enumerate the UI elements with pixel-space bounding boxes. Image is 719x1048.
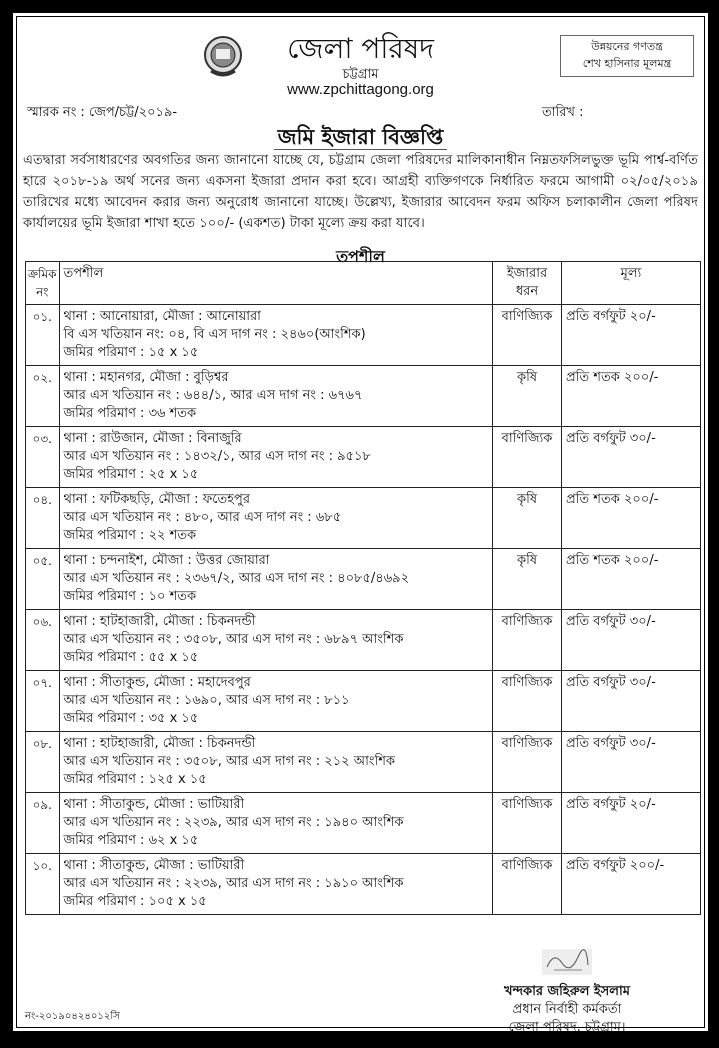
table-row <box>26 854 701 915</box>
schedule-cell <box>59 793 492 854</box>
khatian-dag: আর এস খতিয়ান নং : ৩৫০৮, আর এস দাগ নং : ৬৮৯৭ আংশিক <box>63 632 404 647</box>
thana-mouza: থানা : হাটহাজারী, মৌজা : চিকনদন্ডী <box>63 736 256 751</box>
lease-type-cell: বাণিজ্যিক <box>493 305 562 366</box>
lease-type-cell: বাণিজ্যিক <box>493 610 562 671</box>
signature-block <box>457 949 677 1037</box>
schedule-cell <box>59 305 492 366</box>
table-row <box>26 488 701 549</box>
serial-cell: ০১. <box>26 305 60 366</box>
price-cell: প্রতি শতক ২০০/- <box>562 549 701 610</box>
schedule-title: তপশীল <box>336 247 385 266</box>
thana-mouza: থানা : চন্দনাইশ, মৌজা : উত্তর জোয়ারা <box>63 553 270 568</box>
signatory-designation: প্রধান নির্বাহী কর্মকর্তা <box>512 1002 622 1017</box>
khatian-dag: আর এস খতিয়ান নং : ১৪৩২/১, আর এস দাগ নং : ৯৫১৮ <box>63 449 371 464</box>
table-row <box>26 549 701 610</box>
schedule-cell <box>59 732 492 793</box>
table-row <box>26 427 701 488</box>
khatian-dag: আর এস খতিয়ান নং : ৪৮০, আর এস দাগ নং : ৬৮৫ <box>63 510 342 525</box>
org-website: www.zpchittagong.org <box>287 81 434 98</box>
land-area: জমির পরিমাণ : ৬২ x ১৫ <box>63 833 199 848</box>
serial-cell: ০৭. <box>26 671 60 732</box>
land-area: জমির পরিমাণ : ১০৫ x ১৫ <box>63 894 207 909</box>
serial-cell: ০৮. <box>26 732 60 793</box>
khatian-dag: আর এস খতিয়ান নং : ৬৪৪/১, আর এস দাগ নং : ৬৭৬৭ <box>63 388 363 403</box>
schedule-table <box>25 261 701 915</box>
serial-cell: ০৩. <box>26 427 60 488</box>
notice-page <box>10 10 711 1034</box>
price-cell: প্রতি বর্গফুট ২০০/- <box>562 854 701 915</box>
thana-mouza: থানা : আনোয়ারা, মৌজা : আনোয়ারা <box>63 309 261 324</box>
schedule-cell <box>59 610 492 671</box>
land-area: জমির পরিমাণ : ৫৫ x ১৫ <box>63 650 199 665</box>
slogan-line: উন্নয়নের গণতন্ত্র <box>591 40 663 53</box>
thana-mouza: থানা : সীতাকুন্ড, মৌজা : ভাটিয়ারী <box>63 858 245 873</box>
thana-mouza: থানা : ফটিকছড়ি, মৌজা : ফতেহপুর <box>63 492 250 507</box>
serial-cell: ০৬. <box>26 610 60 671</box>
lease-type-cell: কৃষি <box>493 488 562 549</box>
serial-cell: ০৯. <box>26 793 60 854</box>
lease-type-cell: বাণিজ্যিক <box>493 854 562 915</box>
header-schedule: তপশীল <box>59 262 492 305</box>
org-title: জেলা পরিষদ <box>287 32 434 65</box>
land-area: জমির পরিমাণ : ৩৬ শতক <box>63 406 197 421</box>
table-row <box>26 671 701 732</box>
org-location: চট্টগ্রাম <box>342 67 379 82</box>
khatian-dag: আর এস খতিয়ান নং : ২২৩৯, আর এস দাগ নং : ১৯১০ আংশিক <box>63 876 404 891</box>
schedule-cell <box>59 671 492 732</box>
memo-number: স্মারক নং : জেপ/চট্ট/২০১৯- <box>27 105 178 120</box>
table-row <box>26 610 701 671</box>
lease-type-cell: বাণিজ্যিক <box>493 671 562 732</box>
slogan-box <box>560 35 694 77</box>
signature-icon <box>542 949 592 975</box>
date-label: তারিখ : <box>542 105 584 120</box>
thana-mouza: থানা : রাউজান, মৌজা : বিনাজুরি <box>63 431 242 446</box>
price-cell: প্রতি বর্গফুট ৩০/- <box>562 732 701 793</box>
thana-mouza: থানা : সীতাকুন্ড, মৌজা : ভাটিয়ারী <box>63 797 245 812</box>
serial-cell: ০৪. <box>26 488 60 549</box>
schedule-cell <box>59 549 492 610</box>
land-area: জমির পরিমাণ : ২২ শতক <box>63 528 197 543</box>
price-cell: প্রতি শতক ২০০/- <box>562 366 701 427</box>
price-cell: প্রতি বর্গফুট ৩০/- <box>562 427 701 488</box>
land-area: জমির পরিমাণ : ২৫ x ১৫ <box>63 467 199 482</box>
schedule-cell <box>59 427 492 488</box>
price-cell: প্রতি বর্গফুট ৩০/- <box>562 610 701 671</box>
price-cell: প্রতি বর্গফুট ৩০/- <box>562 671 701 732</box>
khatian-dag: আর এস খতিয়ান নং : ১৬৯০, আর এস দাগ নং : ৮১১ <box>63 693 350 708</box>
price-cell: প্রতি বর্গফুট ২০/- <box>562 793 701 854</box>
header-price: মূল্য <box>562 262 701 305</box>
khatian-dag: বি এস খতিয়ান নং: ০৪, বি এস দাগ নং : ২৪৬০(আংশিক) <box>63 327 366 342</box>
reference-number: নং-২০১৯০৪২৪০১২সি <box>25 1011 120 1022</box>
lease-type-cell: বাণিজ্যিক <box>493 793 562 854</box>
slogan-line: শেখ হাসিনার মূলমন্ত্র <box>582 57 672 70</box>
schedule-cell <box>59 854 492 915</box>
schedule-cell <box>59 488 492 549</box>
serial-cell: ০২. <box>26 366 60 427</box>
khatian-dag: আর এস খতিয়ান নং : ৩৫০৮, আর এস দাগ নং : ২১২ আংশিক <box>63 754 396 769</box>
khatian-dag: আর এস খতিয়ান নং : ২৩৬৭/২, আর এস দাগ নং : ৪০৮৫/৪৬৯২ <box>63 571 410 586</box>
serial-cell: ১০. <box>26 854 60 915</box>
notice-title-text: জমি ইজারা বিজ্ঞপ্তি <box>274 125 448 150</box>
table-row <box>26 305 701 366</box>
lease-type-cell: কৃষি <box>493 366 562 427</box>
table-row <box>26 366 701 427</box>
table-row <box>26 732 701 793</box>
header-lease-type: ইজারার ধরন <box>493 262 562 305</box>
price-cell: প্রতি শতক ২০০/- <box>562 488 701 549</box>
serial-cell: ০৫. <box>26 549 60 610</box>
header-serial: ক্রমিক নং <box>26 262 60 305</box>
signatory-name: খন্দকার জহিরুল ইসলাম <box>504 984 630 999</box>
table-row <box>26 793 701 854</box>
land-area: জমির পরিমাণ : ৩৫ x ১৫ <box>63 711 199 726</box>
notice-body: এতদ্বারা সর্বসাধারণের অবগতির জন্য জানানো যাচ্ছে যে, চট্টগ্রাম জেলা পরিষদের মালিকানাধীন নিম্নতফসিলভুক্ত ভূমি পার্শ্ব-বর্ণিত হারে ২০১৮-১৯ অর্থ সনের জন্য একসনা ইজারা প্রদান করা হবে। আগ্রহী ব্যক্তিগণকে নির্ধারিত ফরমে আগামী ০২/০৫/২০১৯ তারিখের মধ্যে আবেদন করার জন্য অনুরোধ জানানো যাচ্ছে। উল্লেখ্য, ইজারার আবেদন ফরম অফিস চলাকালীন জেলা পরিষদ কার্যালয়ের ভূমি ইজারা শাখা হতে ১০০/- (একশত) টাকা মূল্যে ক্রয় করা যাবে। <box>23 153 698 231</box>
land-area: জমির পরিমাণ : ১৫ x ১৫ <box>63 345 199 360</box>
price-cell: প্রতি বর্গফুট ২০/- <box>562 305 701 366</box>
thana-mouza: থানা : হাটহাজারী, মৌজা : চিকনদন্ডী <box>63 614 256 629</box>
land-area: জমির পরিমাণ : ১২৫ x ১৫ <box>63 772 207 787</box>
lease-type-cell: বাণিজ্যিক <box>493 732 562 793</box>
lease-type-cell: কৃষি <box>493 549 562 610</box>
thana-mouza: থানা : মহানগর, মৌজা : বুড়িশ্বর <box>63 370 229 385</box>
table-header-row <box>26 262 701 305</box>
lease-type-cell: বাণিজ্যিক <box>493 427 562 488</box>
notice-frame <box>16 16 705 1035</box>
land-area: জমির পরিমাণ : ১০ শতক <box>63 589 197 604</box>
schedule-cell <box>59 366 492 427</box>
signatory-office: জেলা পরিষদ, চট্টগ্রাম। <box>508 1020 626 1035</box>
thana-mouza: থানা : সীতাকুন্ড, মৌজা : মহাদেবপুর <box>63 675 251 690</box>
khatian-dag: আর এস খতিয়ান নং : ২২৩৯, আর এস দাগ নং : ১৯৪০ আংশিক <box>63 815 404 830</box>
